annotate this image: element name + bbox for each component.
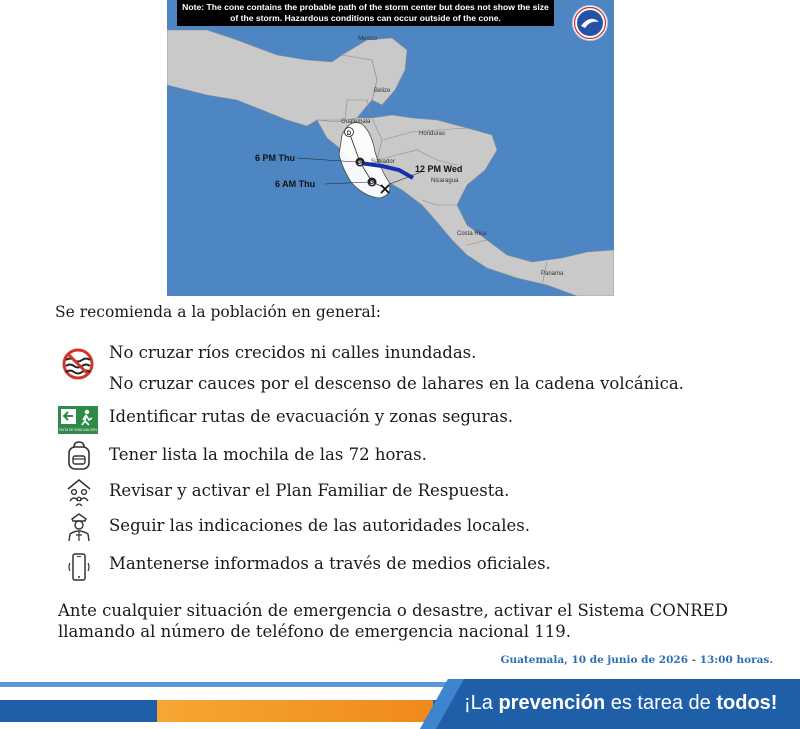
rec-official-media: Mantenerse informados a través de medios oficiales. (109, 554, 551, 573)
smartphone-icon (66, 553, 92, 585)
point-s1-label: S (357, 161, 363, 167)
label-belize: Belize (374, 88, 391, 94)
family-house-icon (64, 477, 94, 511)
label-honduras: Honduras (419, 131, 446, 137)
point-d-label: D (346, 131, 352, 137)
storm-forecast-map (167, 0, 614, 296)
label-costa-rica: Costa Rica (457, 231, 487, 237)
rec-lahares: No cruzar cauces por el descenso de lahares en la cadena volcánica. (109, 374, 684, 393)
label-6am-thu: 6 AM Thu (275, 179, 316, 189)
evac-sign-text: RUTA DE EVACUACIÓN (59, 428, 97, 432)
slogan-part4: todos! (716, 692, 778, 714)
rec-family-plan: Revisar y activar el Plan Familiar de Respuesta. (109, 481, 510, 500)
label-mexico: Mexico (358, 36, 378, 42)
rec-evacuation-routes: Identificar rutas de evacuación y zonas seguras. (109, 407, 514, 426)
label-salvador: Salvador (371, 159, 395, 165)
evacuation-sign-icon (58, 406, 98, 438)
backpack-icon (66, 441, 92, 475)
label-nicaragua: Nicaragua (431, 178, 459, 184)
land-mexico (167, 30, 377, 126)
point-s2-label: S (369, 181, 375, 187)
intro-text: Se recomienda a la población en general: (55, 303, 381, 321)
label-guatemala: Guatemala (341, 119, 371, 125)
map-graphic (167, 0, 614, 296)
closing-text: Ante cualquier situación de emergencia o desastre, activar el Sistema CONRED llamando al número de teléfono de emergencia nacional 119. (58, 601, 728, 641)
dateline: Guatemala, 10 de junio de 2026 - 13:00 horas. (500, 654, 773, 666)
rec-backpack: Tener lista la mochila de las 72 horas. (109, 445, 427, 464)
slogan-part2: prevención (498, 692, 606, 714)
label-12pm-wed: 12 PM Wed (415, 164, 463, 174)
label-6pm-thu: 6 PM Thu (255, 153, 295, 163)
slogan-part1: ¡La (464, 692, 499, 714)
police-officer-icon (66, 512, 92, 546)
label-panama: Panama (541, 271, 564, 277)
rec-rivers: No cruzar ríos crecidos ni calles inundadas. (109, 343, 477, 362)
no-swim-icon (58, 347, 98, 385)
slogan-part3: es tarea de (605, 692, 717, 714)
rec-authorities: Seguir las indicaciones de las autoridades locales. (109, 516, 530, 535)
nhc-logo (572, 5, 608, 41)
map-note: Note: The cone contains the probable path of the storm center but does not show the size of the storm. Hazardous conditions can occur outside of the cone. (177, 0, 554, 26)
slogan (464, 692, 777, 715)
